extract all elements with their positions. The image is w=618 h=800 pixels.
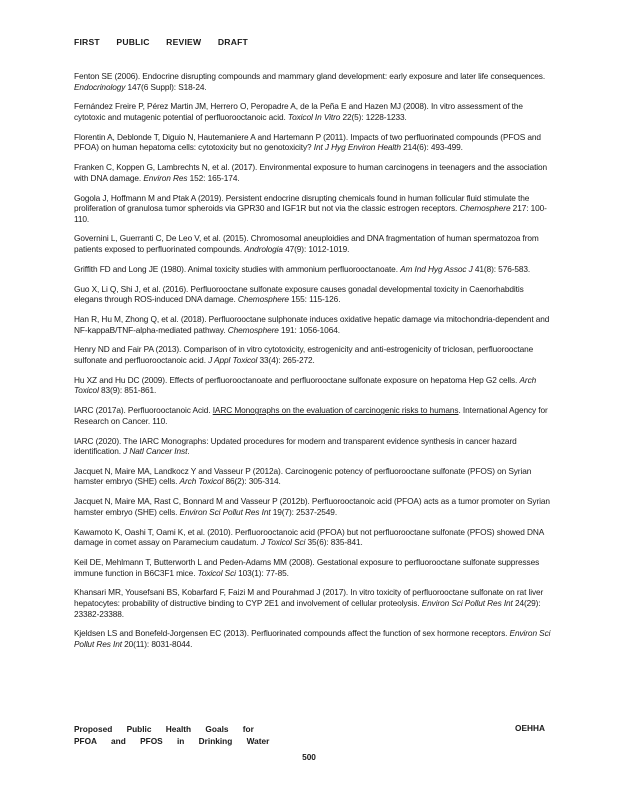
reference-item: Keil DE, Mehlmann T, Butterworth L and Peden-Adams MM (2008). Gestational exposure to perfluorooctane sulfonate suppresses immune function in B6C3F1 mice. Toxicol Sci 103(1): 77-85. — [74, 557, 540, 578]
reference-item: Jacquet N, Maire MA, Rast C, Bonnard M and Vasseur P (2012b). Perfluorooctanoic acid (PFOA) acts as a tumor promoter on Syrian hamster embryo (SHE) cells. Environ Sci Pollut Res Int 19(7): 2537-2549. — [74, 496, 550, 517]
reference-item: Fernández Freire P, Pérez Martin JM, Herrero O, Peropadre A, de la Peña E and Hazen MJ (2008). In vitro assessment of the cytotoxic and mutagenic potential of perfluorooctanoic acid. Toxicol In Vitro 22(5): 1228-1233. — [74, 101, 523, 122]
reference-item: Kjeldsen LS and Bonefeld-Jorgensen EC (2013). Perfluorinated compounds affect the function of sex hormone receptors. Environ Sci Pollut Res Int 20(11): 8031-8044. — [74, 628, 551, 649]
reference-item: Henry ND and Fair PA (2013). Comparison of in vitro cytotoxicity, estrogenicity and anti-estrogenicity of triclosan, perfluorooctane sulfonate and perfluorooctanoic acid. J Appl Toxicol 33(4): 265-272. — [74, 344, 534, 365]
document-title-footer — [74, 723, 269, 747]
reference-item: IARC (2017a). Perfluorooctanoic Acid. IARC Monographs on the evaluation of carcinogenic risks to humans. International Agency for Research on Cancer. 110. — [74, 405, 548, 426]
reference-item: Hu XZ and Hu DC (2009). Effects of perfluorooctanoate and perfluorooctane sulfonate exposure on hepatoma Hep G2 cells. Arch Toxicol 83(9): 851-861. — [74, 374, 537, 396]
reference-item: Franken C, Koppen G, Lambrechts N, et al. (2017). Environmental exposure to human carcinogens in teenagers and the association with DNA damage. Environ Res 152: 165-174. — [74, 162, 548, 183]
reference-item: Florentin A, Deblonde T, Diguio N, Hautemaniere A and Hartemann P (2011). Impacts of two perfluorinated compounds (PFOS and PFOA) on human hepatoma cells: cytotoxicity but no genotoxicity? Int J Hyg Environ Health 214(6): 493-499. — [74, 131, 541, 153]
footer-line-1: Proposed Public Health Goals for — [74, 724, 254, 734]
reference-item: Griffith FD and Long JE (1980). Animal toxicity studies with ammonium perfluorooctanoate. Am Ind Hyg Assoc J 41(8): 576-583. — [74, 263, 531, 274]
reference-item: Governini L, Guerranti C, De Leo V, et al. (2015). Chromosomal aneuploidies and DNA fragmentation of human spermatozoa from patients exposed to perfluorinated compounds. Andrologia 47(9): 1012-1019. — [74, 233, 539, 255]
draft-header: FIRST PUBLIC REVIEW DRAFT — [74, 37, 248, 47]
reference-item: Gogola J, Hoffmann M and Ptak A (2019). Persistent endocrine disrupting chemicals found in human follicular fluid stimulate the proliferation of granulosa tumor spheroids via GPR30 and IGF1R but not via the classic estrogen receptors. Chemosphere 217: 100-110. — [74, 192, 547, 224]
reference-item: IARC (2020). The IARC Monographs: Updated procedures for modern and transparent evidence synthesis in cancer hazard identification. J Natl Cancer Inst. — [74, 435, 517, 457]
reference-item: Han R, Hu M, Zhong Q, et al. (2018). Perfluorooctane sulphonate induces oxidative hepatic damage via mitochondria-dependent and NF-kappaB/TNF-alpha-mediated pathway. Chemosphere 191: 1056-1064. — [74, 314, 550, 335]
monograph-link[interactable]: IARC Monographs on the evaluation of carcinogenic risks to humans — [212, 405, 459, 416]
reference-list — [74, 71, 552, 659]
footer-line-2: PFOA and PFOS in Drinking Water — [74, 736, 270, 746]
agency-label: OEHHA — [515, 723, 545, 733]
reference-item: Guo X, Li Q, Shi J, et al. (2016). Perfluorooctane sulfonate exposure causes gonadal developmental toxicity in Caenorhabditis elegans through ROS-induced DNA damage. Chemosphere 155: 115-126. — [74, 283, 524, 305]
reference-item: Jacquet N, Maire MA, Landkocz Y and Vasseur P (2012a). Carcinogenic potency of perfluorooctane sulfonate (PFOS) on Syrian hamster embryo (SHE) cells. Arch Toxicol 86(2): 305-314. — [74, 465, 532, 487]
reference-item: Fenton SE (2006). Endocrine disrupting compounds and mammary gland development: early exposure and later life consequences. Endocrinology 147(6 Suppl): S18-24. — [74, 71, 546, 92]
reference-item: Kawamoto K, Oashi T, Oami K, et al. (2010). Perfluorooctanoic acid (PFOA) but not perfluorooctane sulfonate (PFOS) showed DNA damage in comet assay on Paramecium caudatum. J Toxicol Sci 35(6): 835-841. — [74, 526, 544, 548]
page-number: 500 — [302, 752, 316, 762]
reference-item: Khansari MR, Yousefsani BS, Kobarfard F, Faizi M and Pourahmad J (2017). In vitro toxicity of perfluorooctane sulfonate on rat liver hepatocytes: probability of distructive binding to CYP 2E1 and involvement of cellular proteolysis. Environ Sci Pollut Res Int 24(29): 23382-23388. — [74, 587, 544, 619]
